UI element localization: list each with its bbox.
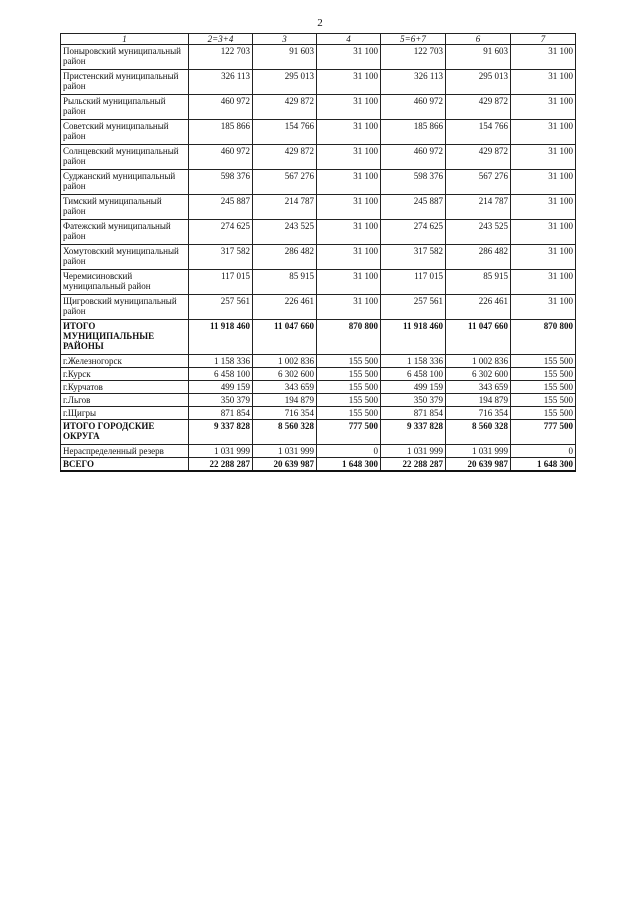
cell-col-4: 155 500 — [317, 407, 381, 420]
cell-col-7: 31 100 — [511, 295, 576, 320]
row-name: г.Льгов — [61, 394, 189, 407]
cell-col-5: 326 113 — [381, 70, 446, 95]
cell-col-4: 31 100 — [317, 245, 381, 270]
cell-col-5: 185 866 — [381, 120, 446, 145]
cell-col-7: 155 500 — [511, 368, 576, 381]
header-col-5: 5=6+7 — [381, 34, 446, 45]
cell-col-3: 295 013 — [253, 70, 317, 95]
cell-col-3: 154 766 — [253, 120, 317, 145]
cell-col-4: 31 100 — [317, 95, 381, 120]
cell-col-3: 1 031 999 — [253, 445, 317, 458]
cell-col-4: 155 500 — [317, 355, 381, 368]
cell-col-3: 243 525 — [253, 220, 317, 245]
cell-col-2: 350 379 — [189, 394, 253, 407]
cell-col-5: 11 918 460 — [381, 320, 446, 355]
row-name: ИТОГО МУНИЦИПАЛЬНЫЕ РАЙОНЫ — [61, 320, 189, 355]
cell-col-7: 870 800 — [511, 320, 576, 355]
cell-col-2: 9 337 828 — [189, 420, 253, 445]
header-col-3: 3 — [253, 34, 317, 45]
cell-col-6: 295 013 — [446, 70, 511, 95]
row-name: Рыльский муниципальный район — [61, 95, 189, 120]
cell-col-6: 154 766 — [446, 120, 511, 145]
cell-col-2: 11 918 460 — [189, 320, 253, 355]
cell-col-4: 1 648 300 — [317, 458, 381, 472]
table-row — [61, 95, 576, 120]
cell-col-4: 0 — [317, 445, 381, 458]
total-row-municipal-districts — [61, 320, 576, 355]
cell-col-6: 286 482 — [446, 245, 511, 270]
cell-col-3: 716 354 — [253, 407, 317, 420]
cell-col-5: 460 972 — [381, 145, 446, 170]
cell-col-5: 274 625 — [381, 220, 446, 245]
cell-col-3: 429 872 — [253, 145, 317, 170]
cell-col-6: 8 560 328 — [446, 420, 511, 445]
cell-col-7: 155 500 — [511, 394, 576, 407]
cell-col-2: 317 582 — [189, 245, 253, 270]
budget-table — [60, 33, 576, 472]
table-row — [61, 355, 576, 368]
cell-col-6: 567 276 — [446, 170, 511, 195]
cell-col-5: 350 379 — [381, 394, 446, 407]
cell-col-3: 85 915 — [253, 270, 317, 295]
header-col-6: 6 — [446, 34, 511, 45]
cell-col-5: 871 854 — [381, 407, 446, 420]
cell-col-4: 870 800 — [317, 320, 381, 355]
table-row — [61, 445, 576, 458]
cell-col-6: 1 002 836 — [446, 355, 511, 368]
cell-col-4: 155 500 — [317, 381, 381, 394]
cell-col-2: 871 854 — [189, 407, 253, 420]
cell-col-3: 429 872 — [253, 95, 317, 120]
table-row — [61, 295, 576, 320]
cell-col-6: 716 354 — [446, 407, 511, 420]
cell-col-4: 31 100 — [317, 270, 381, 295]
table-row — [61, 120, 576, 145]
cell-col-2: 460 972 — [189, 145, 253, 170]
row-name: Нераспределенный резерв — [61, 445, 189, 458]
table-row — [61, 407, 576, 420]
table-row — [61, 195, 576, 220]
cell-col-7: 31 100 — [511, 270, 576, 295]
cell-col-6: 214 787 — [446, 195, 511, 220]
cell-col-7: 31 100 — [511, 70, 576, 95]
cell-col-5: 1 031 999 — [381, 445, 446, 458]
cell-col-2: 6 458 100 — [189, 368, 253, 381]
cell-col-4: 31 100 — [317, 295, 381, 320]
cell-col-7: 31 100 — [511, 45, 576, 70]
row-name: ИТОГО ГОРОДСКИЕ ОКРУГА — [61, 420, 189, 445]
cell-col-3: 20 639 987 — [253, 458, 317, 472]
cell-col-6: 91 603 — [446, 45, 511, 70]
cell-col-2: 460 972 — [189, 95, 253, 120]
cell-col-4: 31 100 — [317, 145, 381, 170]
cell-col-7: 777 500 — [511, 420, 576, 445]
row-name: Щигровский муниципальный район — [61, 295, 189, 320]
cell-col-4: 777 500 — [317, 420, 381, 445]
cell-col-2: 185 866 — [189, 120, 253, 145]
cell-col-6: 343 659 — [446, 381, 511, 394]
row-name: Тимский муниципальный район — [61, 195, 189, 220]
header-col-4: 4 — [317, 34, 381, 45]
cell-col-6: 226 461 — [446, 295, 511, 320]
cell-col-2: 257 561 — [189, 295, 253, 320]
cell-col-2: 22 288 287 — [189, 458, 253, 472]
cell-col-7: 31 100 — [511, 220, 576, 245]
cell-col-7: 155 500 — [511, 355, 576, 368]
cell-col-6: 429 872 — [446, 145, 511, 170]
cell-col-7: 155 500 — [511, 381, 576, 394]
cell-col-7: 0 — [511, 445, 576, 458]
cell-col-3: 343 659 — [253, 381, 317, 394]
table-header-row — [61, 34, 576, 45]
cell-col-2: 245 887 — [189, 195, 253, 220]
header-col-7: 7 — [511, 34, 576, 45]
cell-col-5: 317 582 — [381, 245, 446, 270]
cell-col-3: 6 302 600 — [253, 368, 317, 381]
cell-col-2: 274 625 — [189, 220, 253, 245]
grand-total-row — [61, 458, 576, 472]
cell-col-5: 257 561 — [381, 295, 446, 320]
row-name: Черемисиновский муниципальный район — [61, 270, 189, 295]
cell-col-5: 245 887 — [381, 195, 446, 220]
row-name: Пристенский муниципальный район — [61, 70, 189, 95]
row-name: Суджанский муниципальный район — [61, 170, 189, 195]
cell-col-6: 11 047 660 — [446, 320, 511, 355]
cell-col-3: 91 603 — [253, 45, 317, 70]
row-name: г.Щигры — [61, 407, 189, 420]
cell-col-5: 598 376 — [381, 170, 446, 195]
cell-col-5: 9 337 828 — [381, 420, 446, 445]
cell-col-4: 31 100 — [317, 195, 381, 220]
cell-col-2: 1 031 999 — [189, 445, 253, 458]
cell-col-2: 598 376 — [189, 170, 253, 195]
cell-col-4: 155 500 — [317, 394, 381, 407]
cell-col-2: 326 113 — [189, 70, 253, 95]
cell-col-6: 243 525 — [446, 220, 511, 245]
cell-col-3: 214 787 — [253, 195, 317, 220]
cell-col-3: 8 560 328 — [253, 420, 317, 445]
cell-col-4: 31 100 — [317, 70, 381, 95]
cell-col-4: 31 100 — [317, 45, 381, 70]
cell-col-4: 155 500 — [317, 368, 381, 381]
cell-col-2: 499 159 — [189, 381, 253, 394]
cell-col-3: 286 482 — [253, 245, 317, 270]
cell-col-7: 31 100 — [511, 95, 576, 120]
cell-col-7: 31 100 — [511, 245, 576, 270]
page-number: 2 — [317, 17, 323, 29]
cell-col-3: 194 879 — [253, 394, 317, 407]
table-row — [61, 270, 576, 295]
cell-col-5: 499 159 — [381, 381, 446, 394]
cell-col-2: 117 015 — [189, 270, 253, 295]
row-name: Солнцевский муниципальный район — [61, 145, 189, 170]
cell-col-6: 1 031 999 — [446, 445, 511, 458]
cell-col-3: 226 461 — [253, 295, 317, 320]
row-name: г.Курск — [61, 368, 189, 381]
row-name: г.Курчатов — [61, 381, 189, 394]
table-row — [61, 70, 576, 95]
table-row — [61, 245, 576, 270]
row-name: г.Железногорск — [61, 355, 189, 368]
header-col-2: 2=3+4 — [189, 34, 253, 45]
cell-col-5: 22 288 287 — [381, 458, 446, 472]
cell-col-4: 31 100 — [317, 120, 381, 145]
table-row — [61, 170, 576, 195]
table-row — [61, 381, 576, 394]
row-name: Советский муниципальный район — [61, 120, 189, 145]
cell-col-7: 31 100 — [511, 195, 576, 220]
cell-col-5: 460 972 — [381, 95, 446, 120]
cell-col-6: 20 639 987 — [446, 458, 511, 472]
cell-col-3: 567 276 — [253, 170, 317, 195]
table-row — [61, 220, 576, 245]
cell-col-7: 31 100 — [511, 120, 576, 145]
cell-col-5: 1 158 336 — [381, 355, 446, 368]
cell-col-7: 155 500 — [511, 407, 576, 420]
cell-col-4: 31 100 — [317, 170, 381, 195]
table-row — [61, 394, 576, 407]
cell-col-6: 429 872 — [446, 95, 511, 120]
cell-col-5: 117 015 — [381, 270, 446, 295]
cell-col-6: 6 302 600 — [446, 368, 511, 381]
cell-col-3: 11 047 660 — [253, 320, 317, 355]
row-name: Фатежский муниципальный район — [61, 220, 189, 245]
row-name: Хомутовский муниципальный район — [61, 245, 189, 270]
header-col-1: 1 — [61, 34, 189, 45]
cell-col-2: 122 703 — [189, 45, 253, 70]
row-name: ВСЕГО — [61, 458, 189, 472]
table-row — [61, 45, 576, 70]
cell-col-7: 31 100 — [511, 145, 576, 170]
table-row — [61, 145, 576, 170]
cell-col-5: 122 703 — [381, 45, 446, 70]
cell-col-6: 85 915 — [446, 270, 511, 295]
cell-col-6: 194 879 — [446, 394, 511, 407]
cell-col-3: 1 002 836 — [253, 355, 317, 368]
total-row-city-districts — [61, 420, 576, 445]
cell-col-7: 31 100 — [511, 170, 576, 195]
cell-col-5: 6 458 100 — [381, 368, 446, 381]
table-row — [61, 368, 576, 381]
row-name: Поныровский муниципальный район — [61, 45, 189, 70]
cell-col-2: 1 158 336 — [189, 355, 253, 368]
cell-col-7: 1 648 300 — [511, 458, 576, 472]
cell-col-4: 31 100 — [317, 220, 381, 245]
